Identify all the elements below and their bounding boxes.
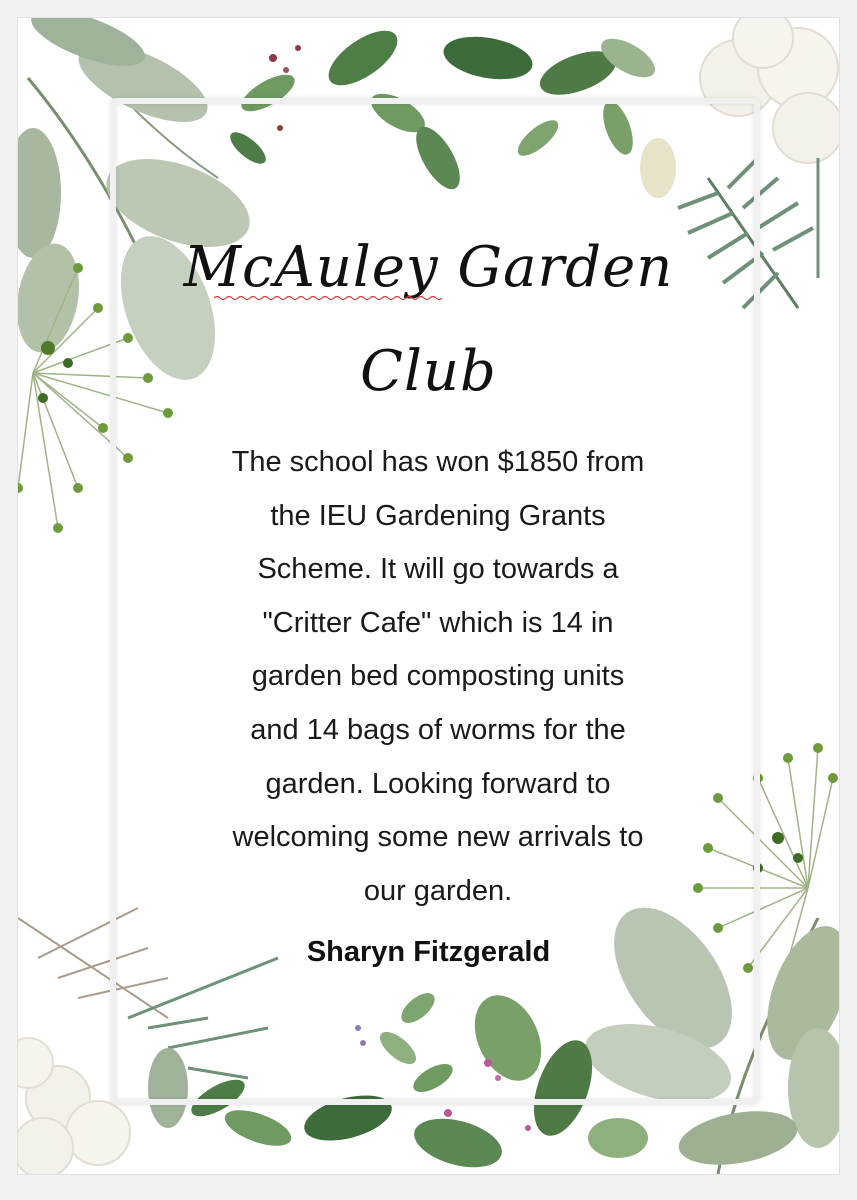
document-page xyxy=(18,18,839,1174)
author-signature: Sharyn Fitzgerald xyxy=(306,936,551,968)
body-line: Scheme. It will go towards a xyxy=(257,553,619,586)
body-line: welcoming some new arrivals to xyxy=(232,821,644,854)
body-line: our garden. xyxy=(363,874,513,907)
body-line: the IEU Gardening Grants xyxy=(270,499,606,532)
page-title-line-1: McAuley Garden xyxy=(183,235,674,300)
announcement-body xyxy=(188,436,688,918)
body-line: garden. Looking forward to xyxy=(265,767,611,800)
body-line: garden bed composting units xyxy=(251,660,625,693)
body-line: "Critter Cafe" which is 14 in xyxy=(262,606,614,639)
body-line: The school has won $1850 from xyxy=(231,446,645,478)
body-line: and 14 bags of worms for the xyxy=(250,713,626,746)
spellcheck-underline xyxy=(214,295,442,301)
page-title-line-2: Club xyxy=(360,339,497,404)
